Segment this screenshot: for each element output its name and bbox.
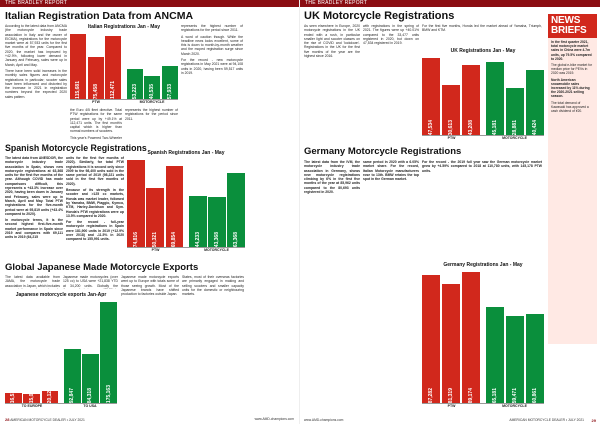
germany-para: The latest data from the IVM, the motorcycle industry trade association in Germany, shows new motorcycle registrations climbing by 6% in the first five months of the year at 85,962 units compared to the 80,693 units registered in 2020. (304, 160, 360, 195)
chart-bars (422, 56, 544, 135)
footer-url[interactable]: www.AMD-champions.com (254, 417, 294, 421)
bar-value-label: 15,018 (28, 387, 35, 403)
spain-title: Spanish Motorcycle Registrations (5, 143, 147, 153)
group-label: PTW (92, 100, 100, 104)
chart-bar (422, 58, 440, 135)
footer-url[interactable]: www.AMD-champions.com (304, 418, 344, 422)
news-briefs-heading (548, 14, 597, 38)
chart-title: Germany Registrations Jan - May (443, 262, 523, 268)
bar-value-label: 43,368 (213, 231, 220, 247)
germany-title: Germany Motorcycle Registrations (304, 146, 462, 157)
chart-bar (208, 197, 226, 247)
chart-bar (146, 188, 164, 247)
chart-bar (526, 314, 544, 403)
running-header: THE BRADLEY REPORT (0, 0, 300, 7)
chart-bar (144, 76, 160, 99)
japan-para: Japanese made motorcycles (over 125 cc) to USA were +21,838 YTD at 34,200 units. Globally the (63, 275, 118, 288)
chart-bar (82, 354, 99, 403)
uk-col2 (363, 24, 419, 130)
bar-value-label: 59,471 (511, 387, 518, 403)
chart-bar (127, 160, 145, 247)
news-heading-line: BRIEFS (551, 25, 587, 36)
japan-para: Japanese made motorcycle exports went up to Europe with totals some of those seeing growth. Most of the Japanese brands have shifted production to factories outside Japan. (121, 275, 179, 297)
chart-axis (70, 99, 178, 104)
spain-para: For the record - full-year motorcycle registrations in Spain were 181,900 units in 2019 (+12.9% over 2018) and -11.5% in 2020 compared to 155,991 units. (66, 220, 124, 242)
chart-bar (462, 272, 480, 403)
italy-para: represents the highest number of registrations for the period since 2011. (181, 24, 243, 33)
bar-value-label: 40,424 (531, 119, 538, 135)
bar-value-label: 45,181 (491, 119, 498, 135)
bar-value-label: 60,861 (531, 387, 538, 403)
chart-bar (70, 34, 86, 99)
bar-value-label: 53,223 (131, 83, 138, 99)
chart-axis (422, 135, 544, 140)
bar-value-label: 30,613 (448, 119, 455, 135)
bar-value-label: 115,681 (75, 81, 82, 99)
footer-text: AMERICAN MOTORCYCLE DEALER • JULY 2021 (10, 418, 85, 422)
italy-para: This year's Powered Two-Wheeler (70, 135, 122, 140)
italy-para: represents the highest number of registrations for the period since 2011. (125, 108, 178, 121)
italy-para: A word of caution though. While the headline news looks excellent, some of this is down to month-by-month weather and the moped registration surge since March 2020. (181, 34, 243, 56)
japan-col1 (5, 275, 60, 289)
germany-col3 (422, 160, 542, 200)
chart-bar (5, 387, 22, 403)
spain-chart (127, 150, 245, 254)
germany-para: same period in 2020 with a 6.05% market share. For the record, Italian Motorcycle manufacturers rose to 13th. BMW retains the top spot in the German market. (363, 160, 419, 182)
spain-para: The latest data from ANESDOR, the motorcycle industry trade association in Spain, shows new motorcycle registrations at 63,368 units for the first five months of the year. Although COVID has made comparisons difficult, this represents a +43.3% increase over 2020, having been down in January and February, sales were up in March, April and May. Total PTW registrations for the five-month period were at 95,819 units (+43.4% compared to 2020). (5, 156, 63, 216)
germany-col1 (304, 160, 360, 405)
group-label: TO USA (83, 404, 97, 408)
italy-para: There have been solid increases in the monthly sales figures and motorcycle registrations in particular; scooter sales have been influenced and distorted by the increase in 2021 in registration numbers beyond the expected 2020 sales pattern. (5, 68, 67, 99)
italy-para: For the record - new motorcycle registrations in May 2021 were at 94,108 units in 2020, having been 59,517 units in 2019. (181, 58, 243, 75)
news-item: In the first quarter 2021, total motorcycle market sales in China were 4.7m units, up 79.5% compared to 2020. (551, 40, 592, 61)
italy-para: the Euro 4/5 fleet directive. Total PTW registrations for the same period were up by +49.1% at 112,471 units. The first month's capital which is higher than normal numbers of scooters. (70, 108, 122, 134)
bar-value-label: 47,534 (428, 119, 435, 135)
bar-value-label: 89,174 (468, 387, 475, 403)
italy-col3 (125, 108, 178, 140)
chart-bar (506, 316, 524, 403)
bar-value-label: 63,368 (233, 231, 240, 247)
italy-para: According to the latest data from ANCMA (the motorcycle industry trade association in Italy and the owner of EICMA), registrations for the motorcycle market were at 57,933 units for the first five months of the year. Compared to 2020, the market has improved by +42.9%, following lower demand in January and February, sales were up in March, April and May. (5, 24, 67, 67)
chart-bars (5, 300, 117, 403)
bar-value-label: 69,854 (171, 231, 178, 247)
bar-value-label: 84,318 (87, 387, 94, 403)
japan-chart (5, 292, 117, 410)
news-briefs-panel (548, 14, 597, 344)
news-item: The total demand of Kawasaki has approved a cash dividend of ¥20. (551, 100, 589, 114)
page-number: 29 (591, 418, 596, 423)
group-label: PTW (447, 404, 456, 408)
bar-value-label: 112,471 (110, 81, 117, 99)
bar-value-label: 87,282 (428, 387, 435, 403)
right-footer (300, 418, 600, 422)
uk-col1 (304, 24, 360, 130)
italy-col4 (181, 24, 243, 140)
bar-value-label: 57,933 (166, 83, 173, 99)
chart-bar (127, 69, 143, 99)
japan-col2 (63, 275, 118, 289)
italy-chart (70, 24, 178, 106)
chart-bar (506, 88, 524, 135)
chart-axis (422, 403, 544, 408)
news-briefs-body (548, 38, 597, 117)
bar-value-label: 175,163 (105, 384, 112, 403)
chart-bar (486, 62, 504, 135)
spain-para: Because of its strength in the scooter and >125 cc markets, Honda was market leader, followed by Yamaha, BMW, Piaggio, Kymco, KTM, Harley-Davidson and Sym. Honda's PTW registrations were up 13.5% compared to 2020. (66, 188, 124, 218)
uk-chart (422, 48, 544, 142)
italy-col1 (5, 24, 67, 132)
running-header: THE BRADLEY REPORT (300, 0, 600, 7)
news-item: North American snowmobile sales increased by 11% during the 2020-2021 selling season. (551, 77, 590, 99)
chart-axis (5, 403, 117, 408)
bar-value-label: 65,181 (491, 387, 498, 403)
chart-bars (70, 32, 178, 99)
chart-bar (166, 166, 184, 247)
germany-col2 (363, 160, 419, 405)
chart-bar (100, 302, 117, 403)
bar-value-label: 44,233 (194, 231, 201, 247)
chart-bar (462, 65, 480, 135)
chart-bar (442, 284, 460, 403)
chart-bars (127, 158, 245, 247)
group-label: MOTORCYCLE (502, 136, 527, 140)
chart-bar (162, 66, 178, 99)
chart-title: Spanish Registrations Jan - May (147, 150, 225, 156)
bar-value-label: 75,458 (92, 83, 99, 99)
news-heading-line: NEWS (551, 15, 581, 26)
bar-value-label: 74,816 (132, 231, 139, 247)
spain-para: In motorcycle terms, it is the second highest first-five-month market performance in Spain since 2019 and compares with 69,111 units in 2019 (64,215 (5, 218, 63, 240)
chart-bars (422, 270, 544, 403)
japan-title: Global Japanese Made Motorcycle Exports (5, 262, 199, 273)
group-label: PTW (447, 136, 456, 140)
bar-value-label: 43,208 (468, 119, 475, 135)
page-number: 28 (5, 417, 10, 422)
chart-title: Japanese motorcycle exports Jan-Apr (15, 292, 107, 298)
bar-value-label: 16,514 (10, 387, 17, 403)
chart-bar (442, 85, 460, 135)
right-page (300, 0, 600, 424)
group-label: PTW (151, 248, 160, 252)
chart-bar (227, 173, 245, 247)
uk-para: As seen elsewhere in Europe, 2020 motorcycle registrations in the UK ended with a rush, in particular smaller light and scooter classes on the rise of COVID and 'lockdown'. Registrations in the UK for the first five months of the year are the highest since 2016. (304, 24, 360, 59)
bar-value-label: 92,847 (69, 387, 76, 403)
chart-bar (526, 70, 544, 135)
bar-value-label: 20,121 (46, 387, 53, 403)
bar-value-label: 40,535 (149, 83, 156, 99)
bar-value-label: 81,319 (448, 387, 455, 403)
chart-bar (189, 196, 207, 247)
news-item: The global e-bike market for median price for PEVs in 2020 was 2019. (551, 63, 593, 76)
group-label: MOTORCYCLE (139, 100, 165, 104)
chart-axis (127, 247, 245, 252)
japan-para: States, most of their overseas factories are primarily engaged in making and selling scooters and smaller capacity units for the domestic or neighbouring markets. (182, 275, 244, 297)
spain-col2 (66, 156, 124, 256)
bar-value-label: 50,321 (152, 231, 159, 247)
chart-title: Italian Registrations Jan - May (88, 24, 160, 30)
group-label: MOTORCYCLE (204, 248, 229, 252)
group-label: TO EUROPE (21, 404, 43, 408)
chart-bar (42, 387, 59, 403)
japan-col4 (182, 275, 244, 405)
bar-value-label: 28,881 (511, 119, 518, 135)
uk-title: UK Motorcycle Registrations (304, 10, 455, 22)
group-label: MOTORCYCLE (502, 404, 527, 408)
chart-bar (23, 387, 40, 403)
italy-col2 (70, 108, 122, 140)
italy-title: Italian Registration Data from ANCMA (5, 10, 194, 22)
chart-bar (88, 57, 104, 99)
chart-bar (105, 36, 121, 99)
japan-para: The latest data available from JAMA, the motorcycle trade association in Japan, which includes (5, 275, 60, 288)
uk-para: with registrations in the spring of 2021. The figures were up +40.01% compared to the 33,477 units registered in 2020, but down on 47,534 registered in 2019. (363, 24, 419, 46)
chart-bar (486, 307, 504, 403)
japan-col3 (121, 275, 179, 405)
uk-para: For the first five months, Honda led the market ahead of Yamaha, Triumph, BMW and KTM. (422, 24, 542, 33)
germany-para: For the record - the 2019 full year saw the German motorcycle market grow by +4.59% compared to 2018 at 110,780 units, with 145,178 PTW units. (422, 160, 542, 173)
chart-bar (422, 275, 440, 403)
uk-col3 (422, 24, 542, 48)
left-footer (0, 417, 300, 422)
spain-para: units for the first five months of 2020). Similarly, for total PTW registrations it is second only since 2009 to the 98,400 units sold in the same period of 2019 (98,221 units sold in the first five months of 2020). (66, 156, 124, 186)
germany-chart (422, 262, 544, 410)
chart-title: UK Registrations Jan - May (450, 48, 516, 54)
chart-bar (64, 349, 81, 403)
spain-col1 (5, 156, 63, 256)
footer-text: AMERICAN MOTORCYCLE DEALER • JULY 2021 (509, 418, 584, 422)
